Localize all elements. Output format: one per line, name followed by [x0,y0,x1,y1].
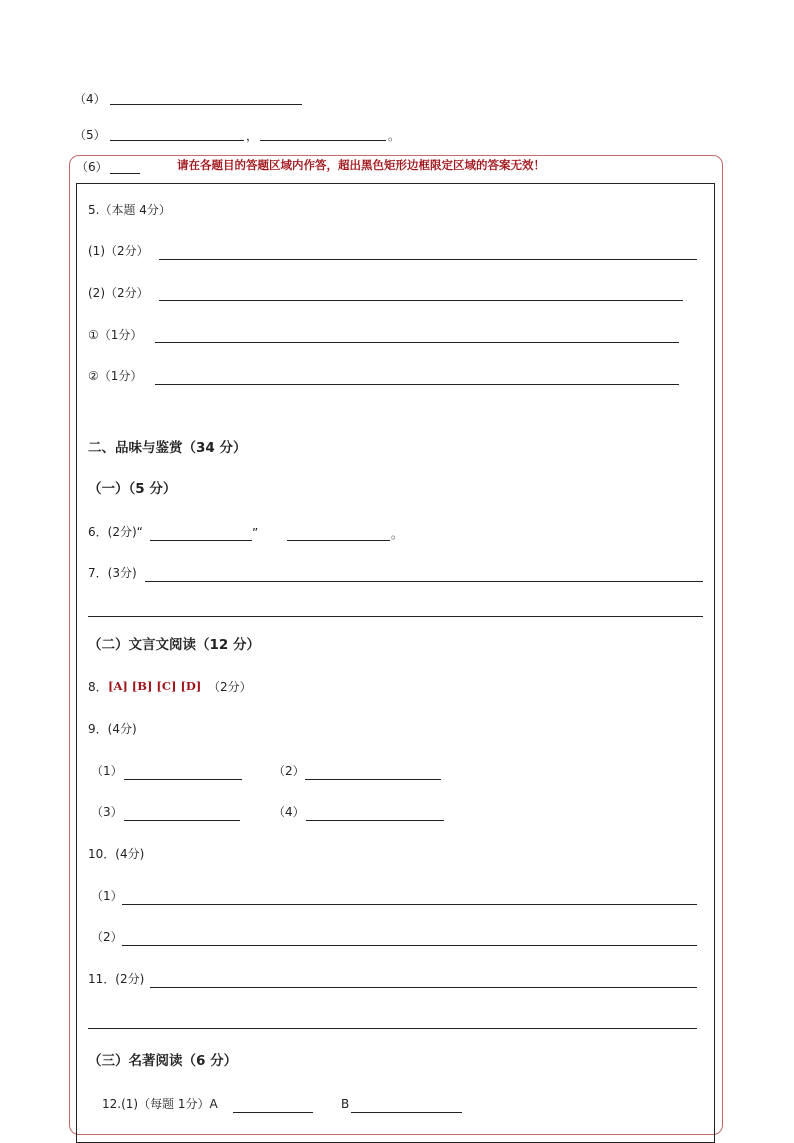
q5-answer-line-a[interactable] [110,140,244,141]
q6-quote-end: ” [252,526,259,540]
q10-label: 10．(4分) [88,847,145,861]
subsection1-title: （一）（5 分） [88,481,177,497]
q4-label: （4） [74,92,106,106]
q8-option-bubbles[interactable]: [A] [B] [C] [D] [108,679,202,693]
q9-sub4-answer-line[interactable] [306,820,444,821]
q9-sub1-label: （1） [91,764,123,778]
q6-top-answer-line[interactable] [110,173,140,174]
q5-end-mark: 。 [388,129,401,143]
q8-score: （2分） [208,680,252,694]
q10-sub1-label: （1） [91,889,123,903]
q11-answer-line-2[interactable] [88,1028,697,1029]
q8-number: 8． [88,680,108,694]
q12-answer-line-a[interactable] [233,1112,313,1113]
q9-sub2-label: （2） [273,764,305,778]
q9-sub2-answer-line[interactable] [305,779,441,780]
q5-title: 5.（本题 4分） [88,203,171,217]
q12-answer-line-b[interactable] [351,1112,462,1113]
q6-answer-line-a[interactable] [150,540,252,541]
answer-area-notice: 请在各题目的答题区域内作答，超出黑色矩形边框限定区域的答案无效！ [177,158,545,172]
q6-top-label: （6） [76,160,108,174]
q9-sub3-answer-line[interactable] [124,820,240,821]
q9-sub4-label: （4） [273,805,305,819]
q5-part2-answer-line[interactable] [159,300,683,301]
q9-sub1-answer-line[interactable] [124,779,242,780]
q10-sub2-answer-line[interactable] [122,945,697,946]
q10-sub1-answer-line[interactable] [122,904,697,905]
q6-answer-line-b[interactable] [287,540,390,541]
q7-label: 7．(3分) [88,566,137,580]
q5-part2-label: (2)（2分） [88,286,149,300]
q5-top-label: （5） [74,128,106,142]
q5-item1-label: ①（1分） [88,328,143,342]
answer-area-inner-border [76,183,715,1143]
q9-sub3-label: （3） [91,805,123,819]
q4-answer-line[interactable] [110,104,302,105]
q7-answer-line-2[interactable] [88,616,703,617]
section2-title: 二、品味与鉴赏（34 分） [88,440,247,456]
subsection2-title: （二）文言文阅读（12 分） [88,637,260,653]
q6-end-mark: 。 [391,527,404,541]
q5-answer-line-b[interactable] [260,140,386,141]
subsection3-title: （三）名著阅读（6 分） [88,1053,238,1069]
q6-label: 6．(2分)“ [88,525,143,539]
q5-part1-answer-line[interactable] [159,259,697,260]
q12-b-label: B [341,1097,350,1111]
q11-answer-line-1[interactable] [150,987,697,988]
q5-part1-label: (1)（2分） [88,244,149,258]
q11-label: 11．(2分) [88,972,145,986]
q9-label: 9．(4分) [88,722,137,736]
q10-sub2-label: （2） [91,930,123,944]
q5-separator: ， [246,129,259,143]
q7-answer-line-1[interactable] [145,581,703,582]
q5-item2-answer-line[interactable] [155,384,679,385]
q5-item1-answer-line[interactable] [155,342,679,343]
q12-label: 12.(1)（每题 1分）A [102,1097,218,1111]
q5-item2-label: ②（1分） [88,369,143,383]
